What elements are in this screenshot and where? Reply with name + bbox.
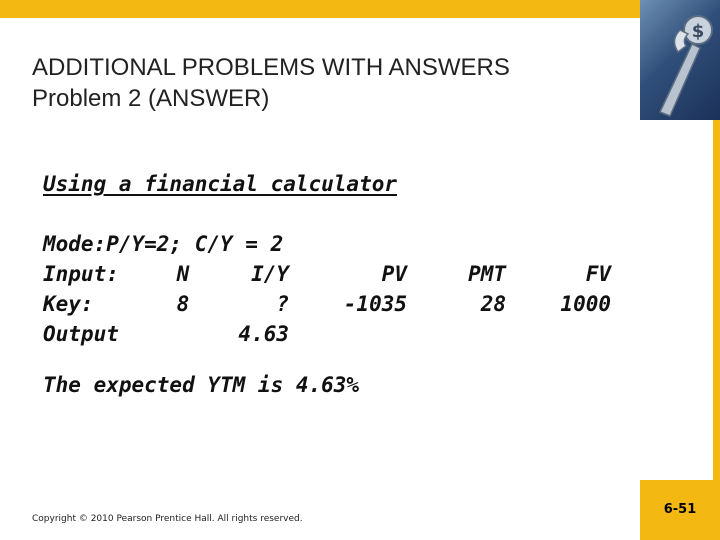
svg-text:$: $ <box>691 21 705 42</box>
fv-cell <box>506 319 611 349</box>
fv-cell: FV <box>585 262 611 286</box>
title-line-1: ADDITIONAL PROBLEMS WITH ANSWERS <box>32 54 510 81</box>
title-line-2: Problem 2 (ANSWER) <box>32 85 270 112</box>
mode-line: Mode:P/Y=2; C/Y = 2 <box>43 232 284 256</box>
row-label: Output <box>43 322 119 346</box>
pv-cell: -1035 <box>343 292 407 316</box>
key-row <box>43 289 611 319</box>
iy-cell: ? <box>276 292 289 316</box>
calculator-subheading: Using a financial calculator <box>43 172 398 196</box>
n-cell: N <box>176 262 190 286</box>
row-label: Key: <box>43 292 94 316</box>
right-accent-rule <box>713 120 720 480</box>
pmt-cell: 28 <box>480 292 506 316</box>
slide-number: 6-51 <box>663 502 697 517</box>
wrench-dollar-icon <box>640 0 720 120</box>
input-row <box>43 259 611 289</box>
top-accent-band <box>0 0 640 18</box>
pv-cell: PV <box>381 262 407 286</box>
pv-cell <box>289 319 407 349</box>
output-row <box>43 319 611 349</box>
copyright-notice: Copyright © 2010 Pearson Prentice Hall. All rights reserved. <box>32 514 303 524</box>
n-cell: 8 <box>176 292 190 316</box>
pmt-cell <box>407 319 506 349</box>
slide-title <box>32 52 510 114</box>
iy-cell: 4.63 <box>238 322 289 346</box>
n-cell <box>171 319 195 349</box>
result-statement: The expected YTM is 4.63% <box>43 373 360 397</box>
pmt-cell: PMT <box>468 262 506 286</box>
calculator-table <box>43 229 611 349</box>
row-label: Input: <box>43 262 119 286</box>
fv-cell: 1000 <box>560 292 611 316</box>
iy-cell: I/Y <box>251 262 289 286</box>
mode-row <box>43 229 611 259</box>
